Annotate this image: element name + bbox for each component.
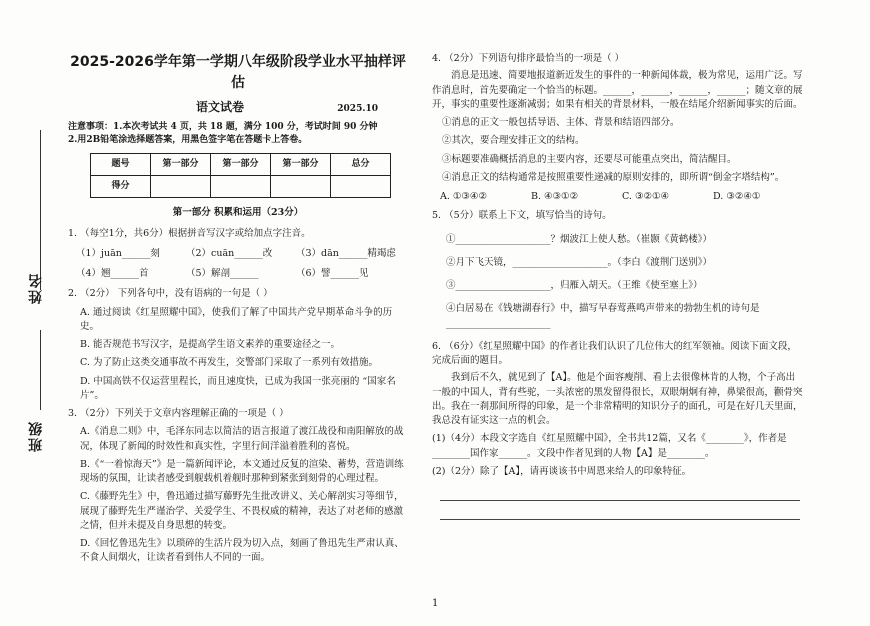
poem-line: ④白居易在《钱塘湖春行》中，描写早春莺燕鸣声带来的勃勃生机的诗句是______________________ [446, 303, 760, 329]
name-line [40, 130, 41, 290]
option: A.《消息二则》中，毛泽东同志以简洁的语言报道了渡江战役和南阳解放的战况，体现了新闻的时效性和真实性，字里行间洋溢着胜利的喜悦。 [80, 426, 404, 452]
answer-choices [432, 190, 804, 204]
score-header-cell: 题号 [91, 154, 151, 176]
question-4-stem: 4. （2分）下列语句排序最恰当的一项是（ ） [432, 53, 625, 64]
sentence-item: ③标题要准确概括消息的主要内容，还要尽可能重点突出，简洁醒目。 [442, 153, 737, 165]
score-cell[interactable] [151, 176, 211, 198]
notice-line-2: 2.用2B铅笔涂选择题答案，用黑色签字笔在答题卡上答卷。 [68, 135, 308, 146]
sentence-item: ④消息正文的结构通常是按照重要性递减的原则安排的，即所谓“倒金字塔结构”。 [442, 171, 785, 183]
part-heading: 第一部分 积累和运用（23分） [172, 207, 304, 219]
sentence-item: ②其次，要合理安排正文的结构。 [442, 135, 585, 147]
class-line [40, 330, 41, 410]
option: D.《回忆鲁迅先生》以琐碎的生活片段为切入点，刻画了鲁迅先生严肃认真、不食人间烟火，让读者看到伟人不同的一面。 [80, 538, 404, 564]
binding-margin [0, 0, 62, 626]
exam-subtitle: 语文试卷 [196, 100, 245, 114]
pinyin-row [68, 267, 408, 281]
passage-text: 消息是迅速、简要地报道新近发生的事件的一种新闻体裁，极为常见，运用广泛。写作消息时，首先要确定一个恰当的标题。______，______，______，______；随文章的展开，事实的重要性逐渐减弱；如果有相关的背景材料，一般在结尾介绍新闻事实的后面。 [432, 70, 803, 110]
question-6-stem: 6. （6分）《红星照耀中国》的作者让我们认识了几位伟大的红军领袖。阅读下面文段，完成后面的题目。 [432, 340, 797, 366]
question-6-sub-2: (2)（2分）除了【A】，请再谈该书中周恩来给人的印象特征。 [432, 465, 692, 477]
pinyin-item: （1）juān______刻 [76, 247, 160, 259]
reading-passage: 我到后不久，就见到了【A】。他是个面容瘦削、看上去很像林肯的人物，个子高出一般的中国人，背有些驼，一头浓密的黑发留得很长，双眼炯炯有神，鼻梁很高，颧骨突出。我在一刹那间所得的印象，是一个非常精明的知识分子的面孔，可是在好几天里面，我总没有证实这一点的机会。 [432, 372, 803, 426]
option: B. 能否规范书写汉字，是提高学生语文素养的重要途径之一。 [80, 339, 341, 351]
notice-line-1: 注意事项：1.本次考试共 4 页，共 18 题，满分 100 分，考试时间 90 分钟 [68, 121, 378, 132]
pinyin-item: （4）翘______首 [76, 268, 149, 280]
choice[interactable]: D. ③②④① [713, 191, 761, 202]
question-2-stem: 2. （2分） 下列各句中，没有语病的一句是（ ） [68, 288, 273, 300]
poem-line: ③____________________，归雁入胡天。（王维《使至塞上》） [446, 280, 703, 291]
question-1-stem: 1. （每空1分，共6分）根据拼音写汉字或给加点字注音。 [68, 227, 311, 239]
sentence-item: ①消息的正文一般包括导语、主体、背景和结语四部分。 [442, 117, 680, 128]
question-6-sub-1: (1)（4分）本段文字选自《红星照耀中国》，全书共12篇，又名《________》，作者是________国作家______。文段中作者见到的人物【A】是________。 [432, 433, 787, 459]
exam-date: 2025.10 [337, 104, 378, 114]
choice[interactable]: C. ③②①④ [622, 191, 670, 202]
choice[interactable]: A. ①③④② [440, 191, 487, 202]
option: D. 中国高铁不仅运营里程长，而且速度快，已成为我国一张亮丽的 “国家名片”。 [80, 375, 396, 401]
score-header-cell: 第一部分 [271, 154, 331, 176]
answer-line[interactable] [440, 501, 800, 520]
score-cell[interactable] [331, 176, 391, 198]
question-5-stem: 5. （5分）联系上下文，填写恰当的诗句。 [432, 210, 612, 222]
answer-line[interactable] [440, 482, 800, 501]
score-header-cell: 第一部分 [211, 154, 271, 176]
pinyin-row [68, 247, 408, 261]
poem-line: ②月下飞天镜，____________________。（李白《渡荆门送别》） [446, 256, 713, 268]
option: B.《“一着惊海天”》是一篇新闻评论，本文通过反复的渲染、蓄势，营造训练现场的氛围，让读者感受到舰载机着舰时那种到紧张到刻骨的心理过程。 [80, 458, 404, 485]
poem-line: ①____________________？烟波江上使人愁。（崔颢《黄鹤楼》） [446, 233, 713, 245]
option: C. 为了防止这类交通事故不再发生，交警部门采取了一系列有效措施。 [80, 357, 378, 369]
question-3-stem: 3. （2分）下列关于文章内容理解正确的一项是（ ） [68, 408, 289, 420]
class-label: 班级 [28, 420, 44, 452]
score-cell[interactable] [211, 176, 271, 198]
score-row-label: 得分 [91, 176, 151, 198]
exam-title: 2025-2026学年第一学期八年级阶段学业水平抽样评估 [70, 54, 406, 91]
score-cell[interactable] [271, 176, 331, 198]
pinyin-item: （3）dān______精竭虑 [296, 247, 396, 259]
score-header-cell: 第一部分 [151, 154, 211, 176]
pinyin-item: （5）解剖______ [186, 268, 259, 280]
option: C.《藤野先生》中，鲁迅通过描写藤野先生批改讲义、关心解剖实习等细节，展现了藤野先生严谨治学、关爱学生、不畏权威的精神，表达了对老师的感激之情，但并未提及自身思想的转变。 [80, 491, 404, 531]
score-header-cell: 总分 [331, 154, 391, 176]
page-number: 1 [432, 598, 439, 609]
name-label: 姓名 [28, 272, 44, 304]
score-table [90, 153, 391, 198]
left-column [68, 52, 408, 570]
right-column [432, 48, 804, 520]
pinyin-item: （2）cuān______改 [186, 247, 273, 259]
choice[interactable]: B. ④③①② [531, 191, 579, 202]
option: A. 通过阅读《红星照耀中国》，使我们了解了中国共产党早期革命斗争的历史。 [80, 306, 393, 332]
pinyin-item: （6）譬______见 [296, 268, 369, 280]
